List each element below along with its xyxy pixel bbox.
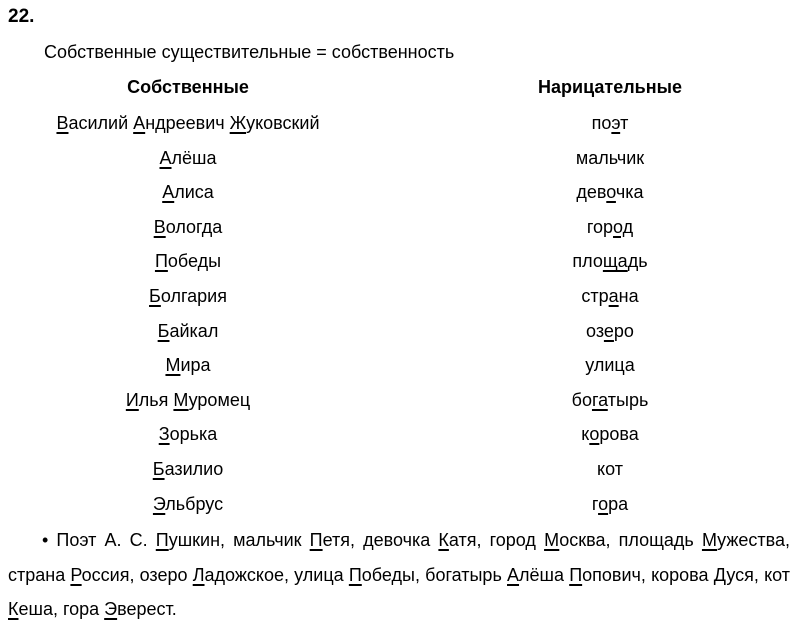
proper-noun [38, 286, 338, 307]
table-row [0, 321, 800, 356]
text-segment: ра [608, 493, 629, 514]
underlined-letter: А [507, 564, 520, 585]
underlined-letter: Р [70, 564, 82, 585]
header-proper-nouns: Собственные [127, 77, 249, 97]
underlined-letter: Б [149, 285, 161, 306]
text-segment: на [618, 285, 639, 306]
underlined-letter: З [158, 424, 170, 445]
underlined-letter: М [173, 389, 189, 410]
underlined-letter: В [56, 113, 69, 133]
text-segment: лёша [171, 147, 217, 168]
underlined-letter: П [569, 564, 583, 585]
text-segment: улица [585, 355, 635, 376]
underlined-letter: о [589, 424, 600, 445]
underlined-letter: э [611, 113, 621, 133]
text-segment: лья [138, 389, 174, 410]
underlined-letter: М [165, 355, 181, 376]
text-segment: т [620, 113, 629, 133]
text-segment: оз [586, 320, 604, 341]
proper-noun [38, 182, 338, 203]
proper-noun [38, 494, 338, 515]
text-segment: льбрус [165, 493, 224, 514]
proper-noun [38, 148, 338, 169]
text-segment: дь [627, 251, 648, 272]
text-segment: к [581, 424, 590, 445]
text-segment: стр [581, 285, 609, 306]
text-segment: ира [180, 355, 211, 376]
underlined-letter: Д [713, 564, 727, 585]
text-segment: бо [571, 389, 592, 410]
text-segment: ологда [165, 216, 223, 237]
underlined-letter: А [162, 182, 175, 203]
underlined-letter: П [309, 530, 323, 550]
proper-noun [38, 217, 338, 238]
underlined-letter: И [125, 389, 139, 410]
underlined-letter: Б [152, 458, 165, 479]
text-segment: айкал [169, 320, 219, 341]
text-segment: уковский [246, 113, 320, 133]
text-segment: обеды, богатырь [361, 564, 508, 585]
common-noun [460, 113, 760, 134]
table-row [0, 182, 800, 217]
text-segment: азилио [164, 458, 224, 479]
text-segment: • Поэт А. С. [42, 530, 156, 550]
underlined-letter: Ж [229, 113, 247, 133]
underlined-letter: о [606, 182, 616, 203]
proper-noun [38, 321, 338, 342]
text-segment: етя, девочка [322, 530, 439, 550]
text-segment: ужества, страна [8, 530, 791, 585]
underlined-letter: од [613, 216, 634, 237]
exercise-subtitle: Собственные существительные = собственность [44, 42, 455, 62]
proper-noun [38, 355, 338, 376]
underlined-letter: П [155, 530, 169, 550]
underlined-letter: П [348, 564, 362, 585]
common-noun [460, 355, 760, 376]
text-segment: рова [599, 424, 639, 445]
text-segment: дев [576, 182, 607, 203]
text-segment: адожское, улица [204, 564, 349, 585]
underlined-letter: В [153, 216, 166, 237]
underlined-letter: П [154, 251, 168, 272]
proper-noun [38, 390, 338, 411]
underlined-letter: е [603, 320, 614, 341]
exercise-number: 22. [8, 6, 35, 27]
proper-noun [38, 424, 338, 445]
text-segment: верест. [117, 599, 177, 619]
example-sentence [8, 523, 790, 627]
word-table [0, 113, 800, 528]
table-row [0, 217, 800, 252]
common-noun [460, 494, 760, 515]
text-segment: лёша [519, 564, 570, 585]
text-segment: ндреевич [145, 113, 230, 133]
proper-noun [38, 113, 338, 134]
underlined-letter: М [701, 530, 718, 550]
underlined-letter: Э [152, 493, 166, 514]
text-segment: обеды [167, 251, 222, 272]
text-segment: лиса [174, 182, 214, 203]
common-noun [460, 390, 760, 411]
underlined-letter: К [8, 599, 19, 619]
common-noun [460, 217, 760, 238]
common-noun [460, 424, 760, 445]
text-segment: олгария [160, 285, 227, 306]
text-segment: атя, город [448, 530, 545, 550]
underlined-letter: А [159, 147, 172, 168]
text-segment: гор [586, 216, 614, 237]
text-segment: уромец [188, 389, 251, 410]
underlined-letter: Л [192, 564, 205, 585]
table-row [0, 459, 800, 494]
table-row [0, 251, 800, 286]
table-row [0, 355, 800, 390]
proper-noun [38, 459, 338, 480]
common-noun [460, 459, 760, 480]
common-noun [460, 286, 760, 307]
text-segment: мальчик [575, 147, 645, 168]
underlined-letter: Э [104, 599, 118, 619]
common-noun [460, 321, 760, 342]
text-segment: пло [572, 251, 603, 272]
underlined-letter: А [133, 113, 146, 133]
text-segment: осква, площадь [559, 530, 702, 550]
text-segment: асилий [68, 113, 134, 133]
underlined-letter: Б [157, 320, 170, 341]
text-segment: еша, гора [18, 599, 105, 619]
text-segment: орька [169, 424, 218, 445]
common-noun [460, 251, 760, 272]
underlined-letter: а [608, 285, 619, 306]
table-row [0, 424, 800, 459]
underlined-letter: М [544, 530, 560, 550]
underlined-letter: о [598, 493, 609, 514]
text-segment: г [591, 493, 599, 514]
text-segment: ушкин, мальчик [168, 530, 310, 550]
text-segment: уся, кот [726, 564, 791, 585]
text-segment: кот [597, 458, 623, 479]
text-segment: ро [613, 320, 634, 341]
text-segment: опович, корова [582, 564, 714, 585]
proper-noun [38, 251, 338, 272]
table-row [0, 390, 800, 425]
common-noun [460, 148, 760, 169]
text-segment: тырь [607, 389, 649, 410]
underlined-letter: га [591, 389, 608, 410]
table-row [0, 113, 800, 148]
header-common-nouns: Нарицательные [538, 77, 682, 97]
underlined-letter: К [438, 530, 449, 550]
common-noun [460, 182, 760, 203]
table-row [0, 148, 800, 183]
text-segment: по [591, 113, 612, 133]
table-row [0, 286, 800, 321]
text-segment: оссия, озеро [81, 564, 193, 585]
underlined-letter: ща [602, 251, 628, 272]
text-segment: чка [615, 182, 644, 203]
